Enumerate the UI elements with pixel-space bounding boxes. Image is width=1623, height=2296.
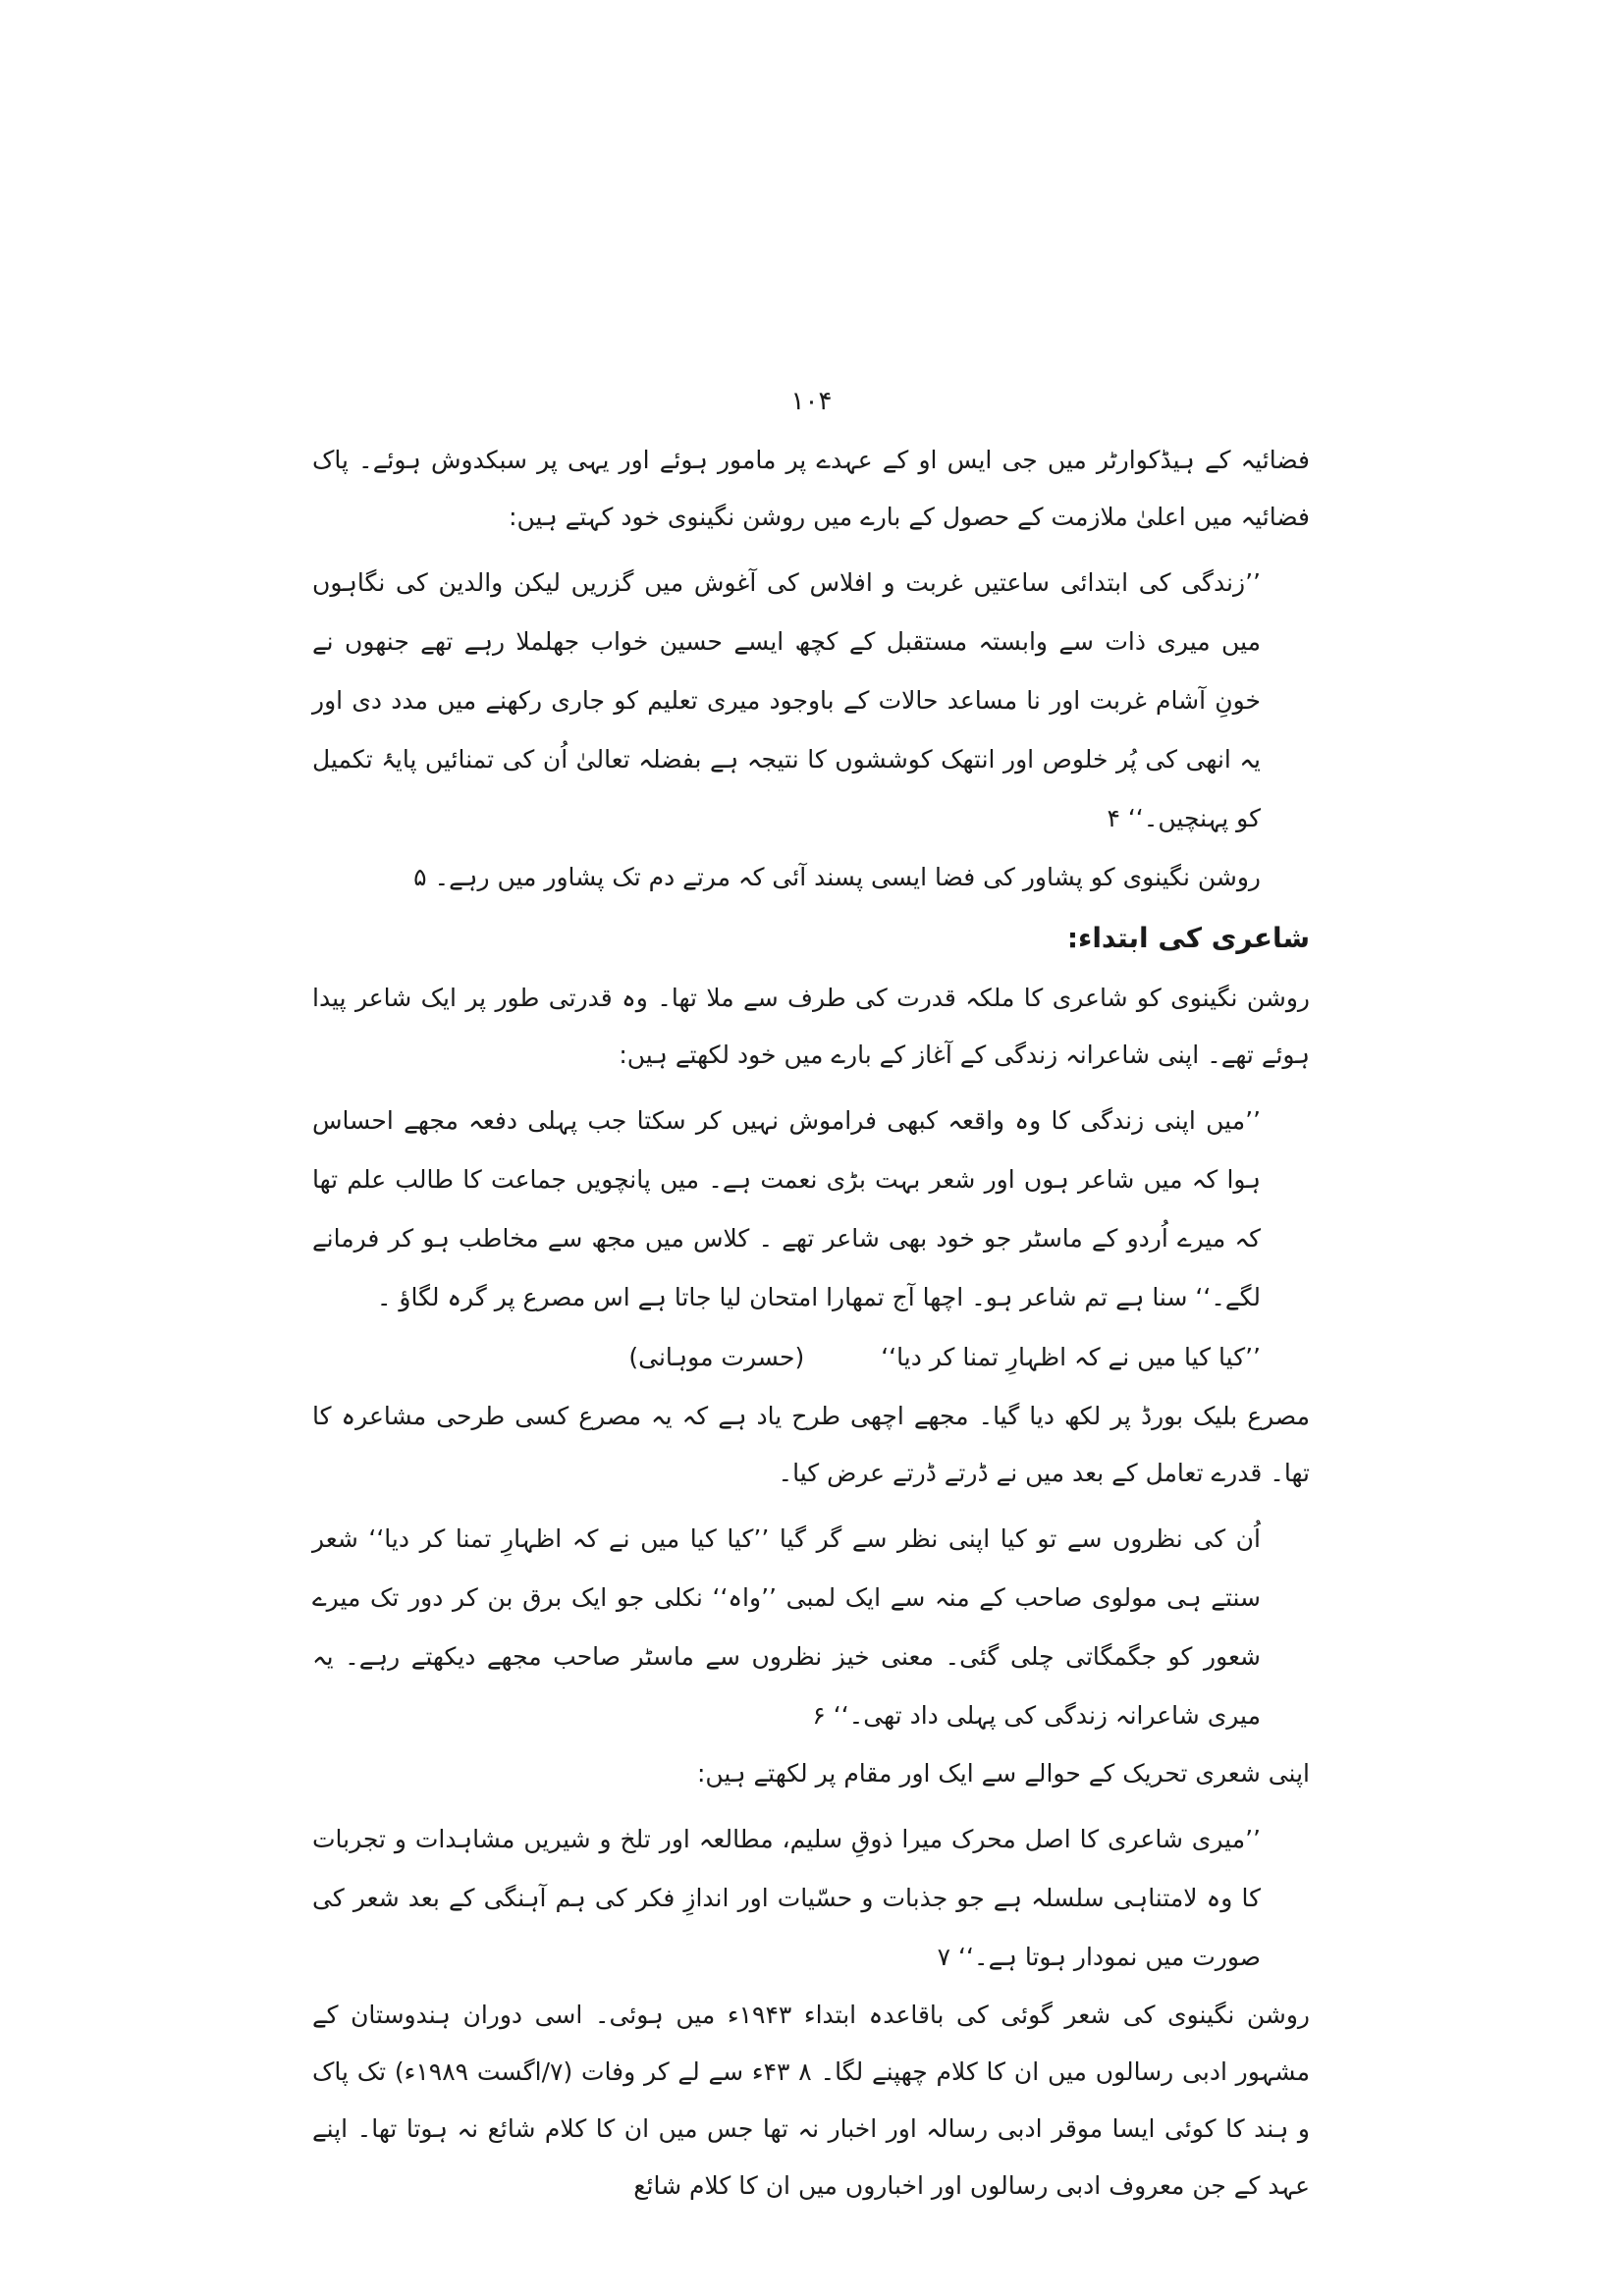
paragraph: مصرع بلیک بورڈ پر لکھ دیا گیا۔ مجھے اچھی طرح یاد ہے کہ یہ مصرع کسی طرحی مشاعرہ کا تھا۔ قدرے تعامل کے بعد میں نے ڈرتے ڈرتے عرض کیا۔ xyxy=(312,1402,1310,1487)
block-quote: اُن کی نظروں سے تو کیا اپنی نظر سے گر گیا ’’کیا کیا میں نے کہ اظہارِ تمنا کر دیا‘‘ شعر سنتے ہی مولوی صاحب کے منہ سے ایک لمبی ’’واہ‘‘ نکلی جو ایک برق بن کر دور تک میرے شعور کو جگمگاتی چلی گئی۔ معنی خیز نظروں سے ماسٹر صاحب مجھے دیکھتے رہے۔ یہ میری شاعرانہ زندگی کی پہلی داد تھی۔‘‘ ۶ xyxy=(312,1524,1261,1730)
paragraph: اپنی شعری تحریک کے حوالے سے ایک اور مقام پر لکھتے ہیں: xyxy=(696,1759,1310,1788)
verse-text: ’’کیا کیا میں نے کہ اظہارِ تمنا کر دیا‘‘ xyxy=(881,1343,1261,1371)
paragraph: روشن نگینوی کی شعر گوئی کی باقاعدہ ابتداء ۱۹۴۳ء میں ہوئی۔ اسی دوران ہندوستان کے مشہور ادبی رسالوں میں ان کا کلام چھپنے لگا۔ ۸ ۴۳ء سے لے کر وفات (۷/اگست ۱۹۸۹ء) تک پاک و ہند کا کوئی ایسا موقر ادبی رسالہ اور اخبار نہ تھا جس میں ان کا کلام شائع نہ ہوتا تھا۔ اپنے عہد کے جن معروف ادبی رسالوں اور اخباروں میں ان کا کلام شائع xyxy=(312,2001,1311,2200)
paragraph: روشن نگینوی کو شاعری کا ملکہ قدرت کی طرف سے ملا تھا۔ وہ قدرتی طور پر ایک شاعر پیدا ہوئے تھے۔ اپنی شاعرانہ زندگی کے آغاز کے بارے میں خود لکھتے ہیں: xyxy=(312,984,1310,1069)
page-body xyxy=(312,432,1310,2215)
verse-line xyxy=(312,1327,1261,1388)
poet-name: (حسرت موہانی) xyxy=(628,1343,805,1371)
block-quote: ’’میں اپنی زندگی کا وہ واقعہ کبھی فراموش نہیں کر سکتا جب پہلی دفعہ مجھے احساس ہوا کہ میں شاعر ہوں اور شعر بہت بڑی نعمت ہے۔ میں پانچویں جماعت کا طالب علم تھا کہ میرے اُردو کے ماسٹر جو خود بھی شاعر تھے ۔ کلاس میں مجھ سے مخاطب ہو کر فرمانے لگے۔‘‘ سنا ہے تم شاعر ہو۔ اچھا آج تمھارا امتحان لیا جاتا ہے اس مصرع پر گرہ لگاؤ ۔ xyxy=(312,1106,1261,1311)
block-quote: ’’میری شاعری کا اصل محرک میرا ذوقِ سلیم، مطالعہ اور تلخ و شیریں مشاہدات و تجربات کا وہ لامتناہی سلسلہ ہے جو جذبات و حسّیات اور اندازِ فکر کی ہم آہنگی کے بعد شعر کی صورت میں نمودار ہوتا ہے۔‘‘ ۷ xyxy=(312,1825,1261,1971)
section-heading: شاعری کی ابتداء: xyxy=(1066,922,1310,954)
page-number: ۱۰۴ xyxy=(790,387,833,416)
block-quote: روشن نگینوی کو پشاور کی فضا ایسی پسند آئی کہ مرتے دم تک پشاور میں رہے۔ ۵ xyxy=(413,863,1261,891)
paragraph: فضائیہ کے ہیڈکوارٹر میں جی ایس او کے عہدے پر مامور ہوئے اور یہی پر سبکدوش ہوئے۔ پاک فضائیہ میں اعلیٰ ملازمت کے حصول کے بارے میں روشن نگینوی خود کہتے ہیں: xyxy=(312,446,1310,531)
block-quote: ’’زندگی کی ابتدائی ساعتیں غربت و افلاس کی آغوش میں گزریں لیکن والدین کی نگاہوں میں میری ذات سے وابستہ مستقبل کے کچھ ایسے حسین خواب جھلملا رہے تھے جنھوں نے خونِ آشام غربت اور نا مساعد حالات کے باوجود میری تعلیم کو جاری رکھنے میں مدد دی اور یہ انھی کی پُر خلوص اور انتھک کوششوں کا نتیجہ ہے بفضلہ تعالیٰ اُن کی تمنائیں پایۂ تکمیل کو پہنچیں۔‘‘ ۴ xyxy=(312,568,1261,832)
